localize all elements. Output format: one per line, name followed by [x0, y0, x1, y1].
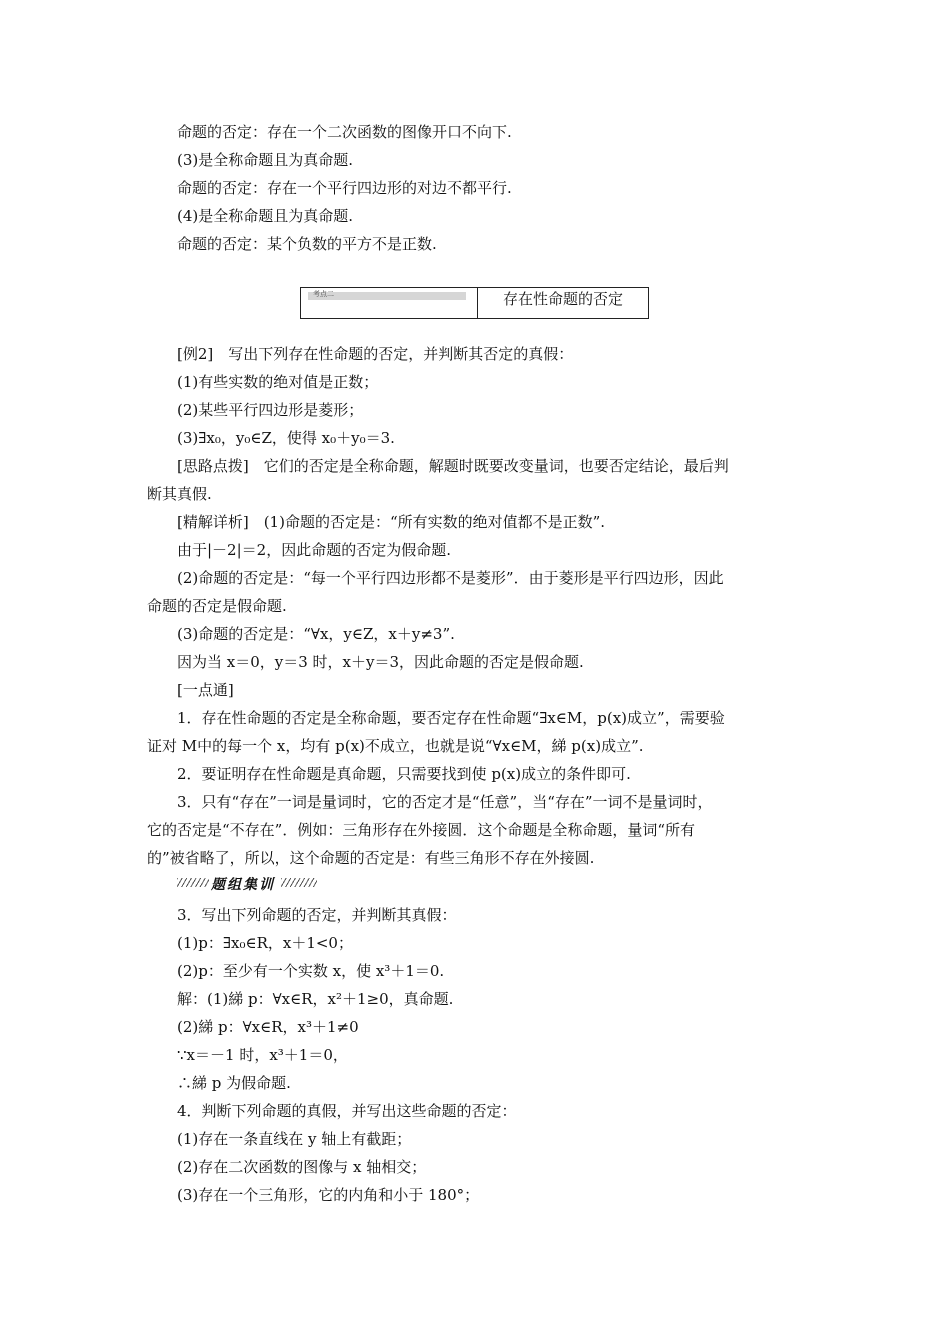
exercise-line: (2)p：至少有一个实数 x，使 x³＋1＝0.: [177, 962, 445, 980]
exercise-line: 3．写出下列命题的否定，并判断其真假：: [177, 906, 457, 924]
section-title: 存在性命题的否定: [502, 290, 623, 308]
text-line: 命题的否定：存在一个二次函数的图像开口不向下.: [177, 123, 512, 141]
banner-stripes-right: [281, 878, 317, 887]
section-heading: [300, 287, 649, 319]
exercise-line: (2)存在二次函数的图像与 x 轴相交；: [177, 1158, 427, 1176]
exercise-line: (1)p：∃x₀∈R，x＋1<0；: [177, 934, 353, 952]
drill-banner: [177, 875, 317, 891]
section-tag-label: 考点二: [313, 290, 334, 298]
example-item: (3)∃x₀，y₀∈Z，使得 x₀＋y₀＝3.: [177, 429, 395, 447]
text-line: 命题的否定：某个负数的平方不是正数.: [177, 235, 437, 253]
text-line: (3)是全称命题且为真命题.: [177, 151, 354, 169]
exercise-line: ∴綈 p 为假命题.: [177, 1074, 291, 1092]
drill-label: 题组集训: [211, 877, 275, 893]
example-item: (1)有些实数的绝对值是正数；: [177, 373, 379, 391]
banner-stripes-left: [177, 878, 209, 887]
analysis-line: (2)命题的否定是：“每一个平行四边形都不是菱形”．由于菱形是平行四边形，因此: [177, 569, 724, 587]
text-line: 命题的否定：存在一个平行四边形的对边不都平行.: [177, 179, 512, 197]
tips-line: 1．存在性命题的否定是全称命题，要否定存在性命题“∃x∈M，p(x)成立”，需要验: [177, 709, 725, 727]
section-tag: [301, 288, 478, 318]
text-line: (4)是全称命题且为真命题.: [177, 207, 354, 225]
exercise-line: (2)綈 p：∀x∈R，x³＋1≠0: [177, 1018, 359, 1036]
exercise-line: (1)存在一条直线在 y 轴上有截距；: [177, 1130, 412, 1148]
tips-line: 3．只有“存在”一词是量词时，它的否定才是“任意”，当“存在”一词不是量词时，: [177, 793, 713, 811]
tips-line: 证对 M中的每一个 x，均有 p(x)不成立，也就是说“∀x∈M，綈 p(x)成立”.: [147, 737, 644, 755]
hint-line: 断其真假.: [147, 485, 212, 503]
analysis-line: 命题的否定是假命题.: [147, 597, 287, 615]
exercise-line: ∵x＝－1 时，x³＋1＝0，: [177, 1046, 348, 1064]
exercise-line: 4．判断下列命题的真假，并写出这些命题的否定：: [177, 1102, 517, 1120]
analysis-line: 由于|－2|＝2，因此命题的否定为假命题.: [177, 541, 451, 559]
exercise-line: (3)存在一个三角形，它的内角和小于 180°；: [177, 1186, 480, 1204]
analysis-line: [精解详析] (1)命题的否定是：“所有实数的绝对值都不是正数”.: [177, 513, 606, 531]
analysis-line: 因为当 x＝0，y＝3 时，x＋y＝3，因此命题的否定是假命题.: [177, 653, 584, 671]
exercise-line: 解：(1)綈 p：∀x∈R，x²＋1≥0，真命题.: [177, 990, 454, 1008]
tips-line: 的”被省略了，所以，这个命题的否定是：有些三角形不存在外接圆.: [147, 849, 595, 867]
example-item: (2)某些平行四边形是菱形；: [177, 401, 364, 419]
tips-line: 它的否定是“不存在”．例如：三角形存在外接圆．这个命题是全称命题，量词“所有: [147, 821, 696, 839]
tips-label: [一点通]: [177, 681, 234, 699]
analysis-line: (3)命题的否定是：“∀x，y∈Z，x＋y≠3”.: [177, 625, 455, 643]
hint-line: [思路点拨] 它们的否定是全称命题，解题时既要改变量词，也要否定结论，最后判: [177, 457, 729, 475]
tips-line: 2．要证明存在性命题是真命题，只需要找到使 p(x)成立的条件即可.: [177, 765, 631, 783]
example-prompt: [例2] 写出下列存在性命题的否定，并判断其否定的真假：: [177, 345, 574, 363]
